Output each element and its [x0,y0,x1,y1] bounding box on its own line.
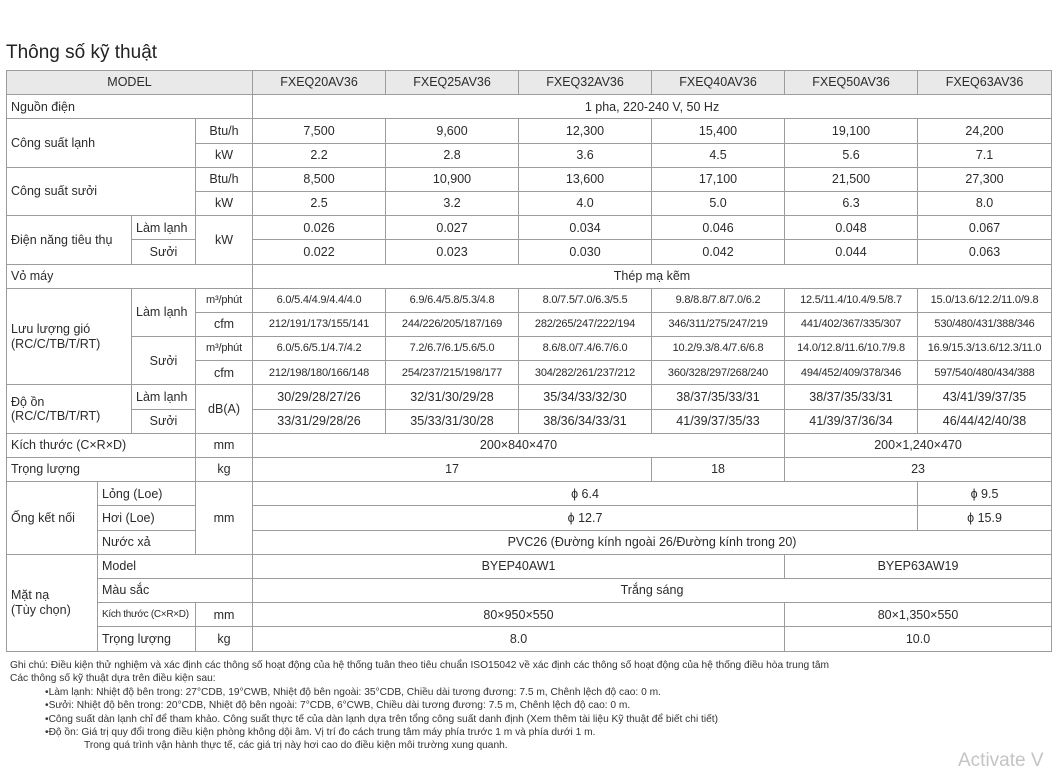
model-name: FXEQ40AV36 [652,71,785,95]
table-row [7,433,1052,457]
airflow-label-line2: (RC/C/TB/T/RT) [11,336,101,351]
airflow-cool-m3: 15.0/13.6/12.2/11.0/9.8 [918,288,1052,312]
noise-cool: 38/37/35/33/31 [652,385,785,409]
panel-weight-small: 8.0 [253,627,785,651]
cooling-btu: 9,600 [386,119,519,143]
spec-table [6,70,1052,652]
consumption-cool: 0.034 [519,216,652,240]
panel-dim-small: 80×950×550 [253,603,785,627]
cooling-kw: 5.6 [785,143,918,167]
heating-btu: 13,600 [519,167,652,191]
table-row [7,530,1052,554]
weight-value: 18 [652,458,785,482]
table-row [7,506,1052,530]
consumption-heat: 0.030 [519,240,652,264]
noise-label-line1: Độ ồn [11,394,45,409]
power-label: Nguồn điện [7,95,253,119]
note-line: Trong quá trình vận hành thực tế, các giá trị này hơi cao do điều kiện môi trường xung quanh. [84,740,508,752]
table-row [7,409,1052,433]
unit-label: mm [196,433,253,457]
note-line: •Công suất dàn lạnh chỉ để tham khảo. Công suất thực tế của dàn lạnh dựa trên tổng công suất danh định (Xem thêm tài liệu Kỹ thuật để biết chi tiết) [45,713,719,725]
table-row [7,240,1052,264]
table-row [7,603,1052,627]
heat-mode-label: Sưởi [132,409,196,433]
model-name: FXEQ20AV36 [253,71,386,95]
table-row [7,167,1052,191]
drain-label: Nước xả [98,530,196,554]
weight-label: Trọng lượng [7,458,196,482]
noise-cool: 38/37/35/33/31 [785,385,918,409]
unit-label: kW [196,191,253,215]
unit-label: mm [196,603,253,627]
note-line: •Độ ồn: Giá trị quy đổi trong điều kiện phòng không dội âm. Vị trí đo cách trung tâm máy phía trước 1 m và phía dưới 1 m. [45,727,596,739]
unit-label: kg [196,458,253,482]
footnotes [10,659,829,753]
table-row [7,337,1052,361]
model-name: FXEQ32AV36 [519,71,652,95]
airflow-heat-m3: 7.2/6.7/6.1/5.6/5.0 [386,337,519,361]
panel-dim-label: Kích thước (C×R×D) [98,603,196,627]
unit-label: kW [196,216,253,264]
airflow-cool-cfm: 346/311/275/247/219 [652,312,785,336]
airflow-heat-m3: 14.0/12.8/11.6/10.7/9.8 [785,337,918,361]
noise-heat: 38/36/34/33/31 [519,409,652,433]
heating-btu: 27,300 [918,167,1052,191]
dimensions-label: Kích thước (C×R×D) [7,433,196,457]
weight-value: 17 [253,458,652,482]
heating-btu: 21,500 [785,167,918,191]
airflow-cool-cfm: 244/226/205/187/169 [386,312,519,336]
cool-mode-label: Làm lạnh [132,216,196,240]
cooling-kw: 2.8 [386,143,519,167]
cool-mode-label: Làm lạnh [132,385,196,409]
cooling-kw: 4.5 [652,143,785,167]
airflow-heat-cfm: 597/540/480/434/388 [918,361,1052,385]
unit-label: m³/phút [196,288,253,312]
table-row [7,95,1052,119]
table-row [7,627,1052,651]
consumption-heat: 0.022 [253,240,386,264]
consumption-cool: 0.067 [918,216,1052,240]
airflow-heat-cfm: 494/452/409/378/346 [785,361,918,385]
unit-label: dB(A) [196,385,253,433]
gas-small: ϕ 12.7 [253,506,918,530]
unit-label: cfm [196,361,253,385]
airflow-cool-m3: 6.9/6.4/5.8/5.3/4.8 [386,288,519,312]
panel-color-label: Màu sắc [98,578,253,602]
casing-value: Thép mạ kẽm [253,264,1052,288]
cooling-kw: 7.1 [918,143,1052,167]
heating-kw: 6.3 [785,191,918,215]
airflow-label-line1: Lưu lượng gió [11,322,91,337]
cooling-btu: 15,400 [652,119,785,143]
table-row [7,216,1052,240]
heating-kw: 8.0 [918,191,1052,215]
cooling-label: Công suất lạnh [7,119,196,167]
airflow-heat-cfm: 254/237/215/198/177 [386,361,519,385]
heat-mode-label: Sưởi [132,240,196,264]
heating-kw: 2.5 [253,191,386,215]
dimensions-large: 200×1,240×470 [785,433,1052,457]
table-row [7,458,1052,482]
unit-label: kW [196,143,253,167]
panel-label-line2: (Tùy chọn) [11,602,71,617]
cooling-btu: 12,300 [519,119,652,143]
model-name: FXEQ50AV36 [785,71,918,95]
power-value: 1 pha, 220-240 V, 50 Hz [253,95,1052,119]
airflow-heat-cfm: 212/198/180/166/148 [253,361,386,385]
airflow-heat-m3: 10.2/9.3/8.4/7.6/6.8 [652,337,785,361]
consumption-cool: 0.048 [785,216,918,240]
drain-value: PVC26 (Đường kính ngoài 26/Đường kính trong 20) [253,530,1052,554]
model-name: FXEQ25AV36 [386,71,519,95]
panel-model-small: BYEP40AW1 [253,554,785,578]
note-line: Các thông số kỹ thuật dựa trên điều kiện sau: [10,673,216,685]
casing-label: Vỏ máy [7,264,253,288]
table-row [7,385,1052,409]
airflow-cool-m3: 6.0/5.4/4.9/4.4/4.0 [253,288,386,312]
gas-label: Hơi (Loe) [98,506,196,530]
piping-label: Ống kết nối [7,482,98,555]
table-row [7,119,1052,143]
noise-heat: 41/39/37/36/34 [785,409,918,433]
panel-weight-label: Trọng lượng [98,627,196,651]
airflow-heat-m3: 8.6/8.0/7.4/6.7/6.0 [519,337,652,361]
noise-label-line2: (RC/C/TB/T/RT) [11,409,101,424]
panel-label-line1: Mặt nạ [11,588,50,603]
consumption-heat: 0.044 [785,240,918,264]
table-row [7,554,1052,578]
airflow-cool-cfm: 282/265/247/222/194 [519,312,652,336]
note-line: •Sưởi: Nhiệt độ bên trong: 20°CDB, Nhiệt độ bên ngoài: 7°CDB, 6°CWB, Chiều dài tương đương: 7.5 m, Chênh lệch độ cao: 0 m. [45,700,631,712]
table-row [7,578,1052,602]
noise-cool: 43/41/39/37/35 [918,385,1052,409]
airflow-label [7,288,132,385]
gas-large: ϕ 15.9 [918,506,1052,530]
heating-kw: 5.0 [652,191,785,215]
noise-cool: 32/31/30/29/28 [386,385,519,409]
airflow-heat-cfm: 304/282/261/237/212 [519,361,652,385]
heating-kw: 4.0 [519,191,652,215]
panel-weight-large: 10.0 [785,627,1052,651]
power-consumption-label: Điện năng tiêu thụ [7,216,132,264]
model-header: MODEL [7,71,253,95]
airflow-cool-cfm: 441/402/367/335/307 [785,312,918,336]
noise-heat: 41/39/37/35/33 [652,409,785,433]
noise-cool: 30/29/28/27/26 [253,385,386,409]
unit-label: Btu/h [196,119,253,143]
heating-btu: 10,900 [386,167,519,191]
cool-mode-label: Làm lạnh [132,288,196,336]
consumption-heat: 0.063 [918,240,1052,264]
heating-label: Công suất sưởi [7,167,196,215]
unit-label: Btu/h [196,167,253,191]
noise-label [7,385,132,433]
panel-model-large: BYEP63AW19 [785,554,1052,578]
heating-kw: 3.2 [386,191,519,215]
table-row [7,264,1052,288]
heating-btu: 8,500 [253,167,386,191]
noise-heat: 33/31/29/28/26 [253,409,386,433]
noise-heat: 35/33/31/30/28 [386,409,519,433]
cooling-btu: 7,500 [253,119,386,143]
airflow-cool-m3: 8.0/7.5/7.0/6.3/5.5 [519,288,652,312]
note-line: Ghi chú: Điều kiện thử nghiệm và xác định các thông số hoạt động của hệ thống tuân theo tiêu chuẩn ISO15042 về xác định các thông số hoạt động của hệ thống điều hòa trung tâm [10,660,829,671]
panel-color-value: Trắng sáng [253,578,1052,602]
page-title: Thông số kỹ thuật [6,42,158,63]
cooling-kw: 3.6 [519,143,652,167]
table-row [7,482,1052,506]
table-row [7,288,1052,312]
activation-watermark: Activate V [958,750,1044,771]
airflow-heat-cfm: 360/328/297/268/240 [652,361,785,385]
unit-label: kg [196,627,253,651]
dimensions-small: 200×840×470 [253,433,785,457]
consumption-heat: 0.023 [386,240,519,264]
heat-mode-label: Sưởi [132,337,196,385]
cooling-kw: 2.2 [253,143,386,167]
model-name: FXEQ63AV36 [918,71,1052,95]
consumption-cool: 0.026 [253,216,386,240]
cooling-btu: 24,200 [918,119,1052,143]
airflow-cool-cfm: 212/191/173/155/141 [253,312,386,336]
liquid-large: ϕ 9.5 [918,482,1052,506]
airflow-heat-m3: 6.0/5.6/5.1/4.7/4.2 [253,337,386,361]
liquid-small: ϕ 6.4 [253,482,918,506]
liquid-label: Lỏng (Loe) [98,482,196,506]
panel-model-label: Model [98,554,253,578]
airflow-cool-m3: 9.8/8.8/7.8/7.0/6.2 [652,288,785,312]
consumption-heat: 0.042 [652,240,785,264]
unit-label: m³/phút [196,337,253,361]
table-header-row [7,71,1052,95]
noise-cool: 35/34/33/32/30 [519,385,652,409]
panel-dim-large: 80×1,350×550 [785,603,1052,627]
panel-label [7,554,98,651]
consumption-cool: 0.027 [386,216,519,240]
weight-value: 23 [785,458,1052,482]
unit-label: mm [196,482,253,555]
consumption-cool: 0.046 [652,216,785,240]
noise-heat: 46/44/42/40/38 [918,409,1052,433]
airflow-cool-m3: 12.5/11.4/10.4/9.5/8.7 [785,288,918,312]
note-line: •Làm lạnh: Nhiệt độ bên trong: 27°CDB, 19°CWB, Nhiệt độ bên ngoài: 35°CDB, Chiều dài tương đương: 7.5 m, Chênh lệch độ cao: 0 m. [45,686,661,698]
unit-label: cfm [196,312,253,336]
airflow-cool-cfm: 530/480/431/388/346 [918,312,1052,336]
heating-btu: 17,100 [652,167,785,191]
airflow-heat-m3: 16.9/15.3/13.6/12.3/11.0 [918,337,1052,361]
cooling-btu: 19,100 [785,119,918,143]
